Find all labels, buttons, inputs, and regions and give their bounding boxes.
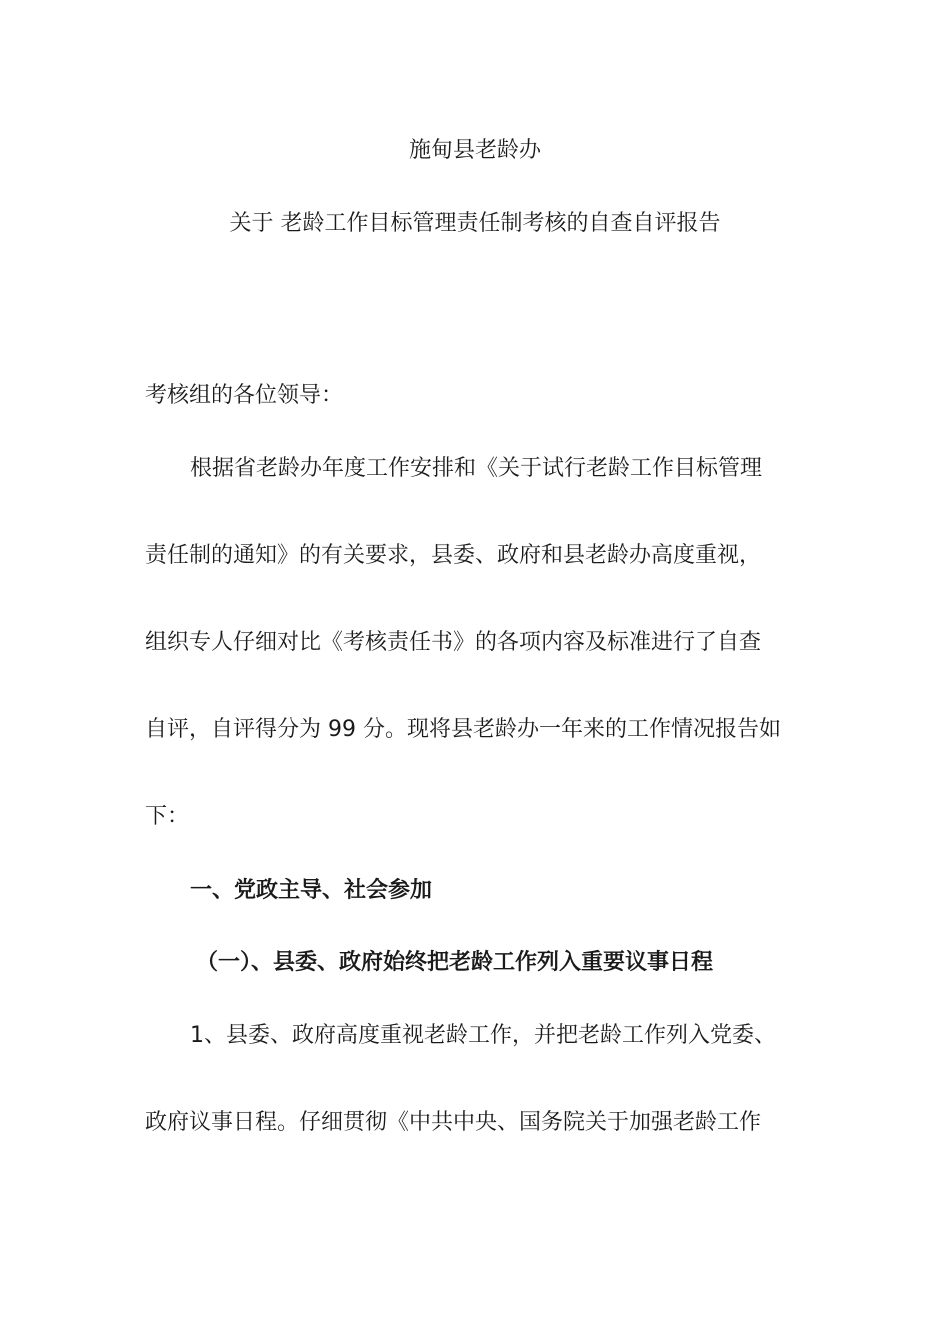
subsection-heading: （一）、县委、政府始终把老龄工作列入重要议事日程 [196, 950, 714, 975]
salutation: 考核组的各位领导： [145, 383, 344, 408]
paragraph-line: 下： [145, 804, 190, 829]
paragraph-line: 1、县委、政府高度重视老龄工作，并把老龄工作列入党委、 [190, 1023, 776, 1048]
document-title-line2: 关于 老龄工作目标管理责任制考核的自查自评报告 [229, 211, 721, 236]
paragraph-line: 根据省老龄办年度工作安排和《关于试行老龄工作目标管理 [190, 456, 763, 481]
paragraph-line: 组织专人仔细对比《考核责任书》的各项内容及标准进行了自查 [145, 630, 762, 655]
section-heading: 一、党政主导、社会参加 [190, 878, 433, 903]
document-title-line1: 施甸县老龄办 [408, 138, 541, 163]
paragraph-line: 政府议事日程。仔细贯彻《中共中央、国务院关于加强老龄工作 [145, 1110, 762, 1135]
paragraph-line: 自评，自评得分为 99 分。现将县老龄办一年来的工作情况报告如 [145, 717, 781, 742]
paragraph-line: 责任制的通知》的有关要求，县委、政府和县老龄办高度重视， [145, 543, 762, 568]
